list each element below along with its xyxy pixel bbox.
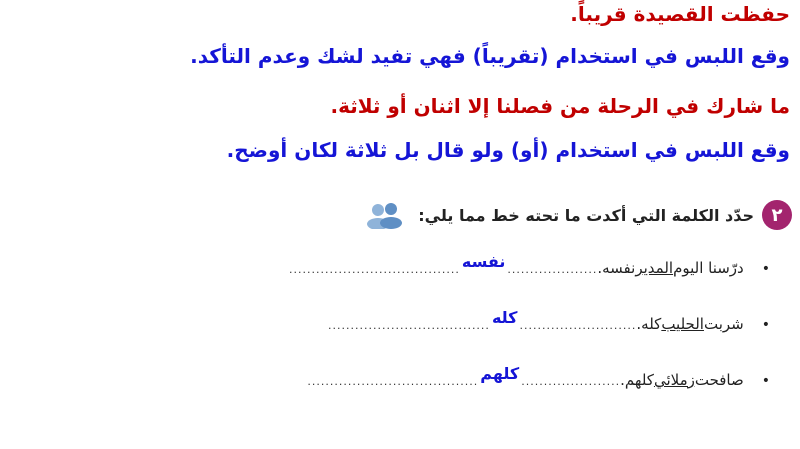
answer-text: نفسه	[461, 252, 506, 271]
people-icon	[364, 201, 404, 229]
bullet: •	[761, 373, 770, 389]
underlined-word: الحليب	[661, 315, 704, 333]
list-item	[289, 252, 770, 277]
explanation-1: وقع اللبس في استخدام (تقريباً) فهي تفيد لشك وعدم التأكد.	[190, 44, 790, 68]
sentence-end: نفسه.	[597, 259, 636, 277]
answer-text: كله	[491, 308, 518, 327]
underlined-word: المدير	[635, 259, 674, 277]
bullet: •	[761, 261, 770, 277]
answer-blank: ..........................	[519, 319, 637, 332]
answer-blank: ......................................	[307, 375, 479, 388]
underlined-word: زملائي	[653, 371, 695, 389]
answer-text: كلهم	[480, 364, 520, 383]
example-sentence-1: حفظت القصيدة قريباً.	[570, 2, 790, 26]
bullet: •	[761, 317, 770, 333]
example-sentence-2: ما شارك في الرحلة من فصلنا إلا اثنان أو ثلاثة.	[330, 94, 790, 118]
question-header	[364, 200, 792, 230]
question-text: حدّد الكلمة التي أكدت ما تحته خط مما يلي:	[418, 205, 754, 225]
sentence-start: شربت	[703, 315, 744, 333]
explanation-2: وقع اللبس في استخدام (أو) ولو قال بل ثلاثة لكان أوضح.	[226, 138, 790, 162]
question-number-badge: ٢	[762, 200, 792, 230]
answer-blank: ......................................	[289, 263, 460, 276]
sentence-end: كلهم.	[620, 371, 654, 389]
list-item	[328, 308, 770, 333]
sentence-start: صافحت	[694, 371, 744, 389]
sentence-start: درّسنا اليوم	[673, 259, 744, 277]
sentence-end: كله.	[636, 315, 662, 333]
answer-blank: ....................	[507, 263, 598, 276]
answer-blank: ......................	[521, 375, 621, 388]
answer-blank: ....................................	[328, 319, 490, 332]
list-item	[307, 364, 770, 389]
